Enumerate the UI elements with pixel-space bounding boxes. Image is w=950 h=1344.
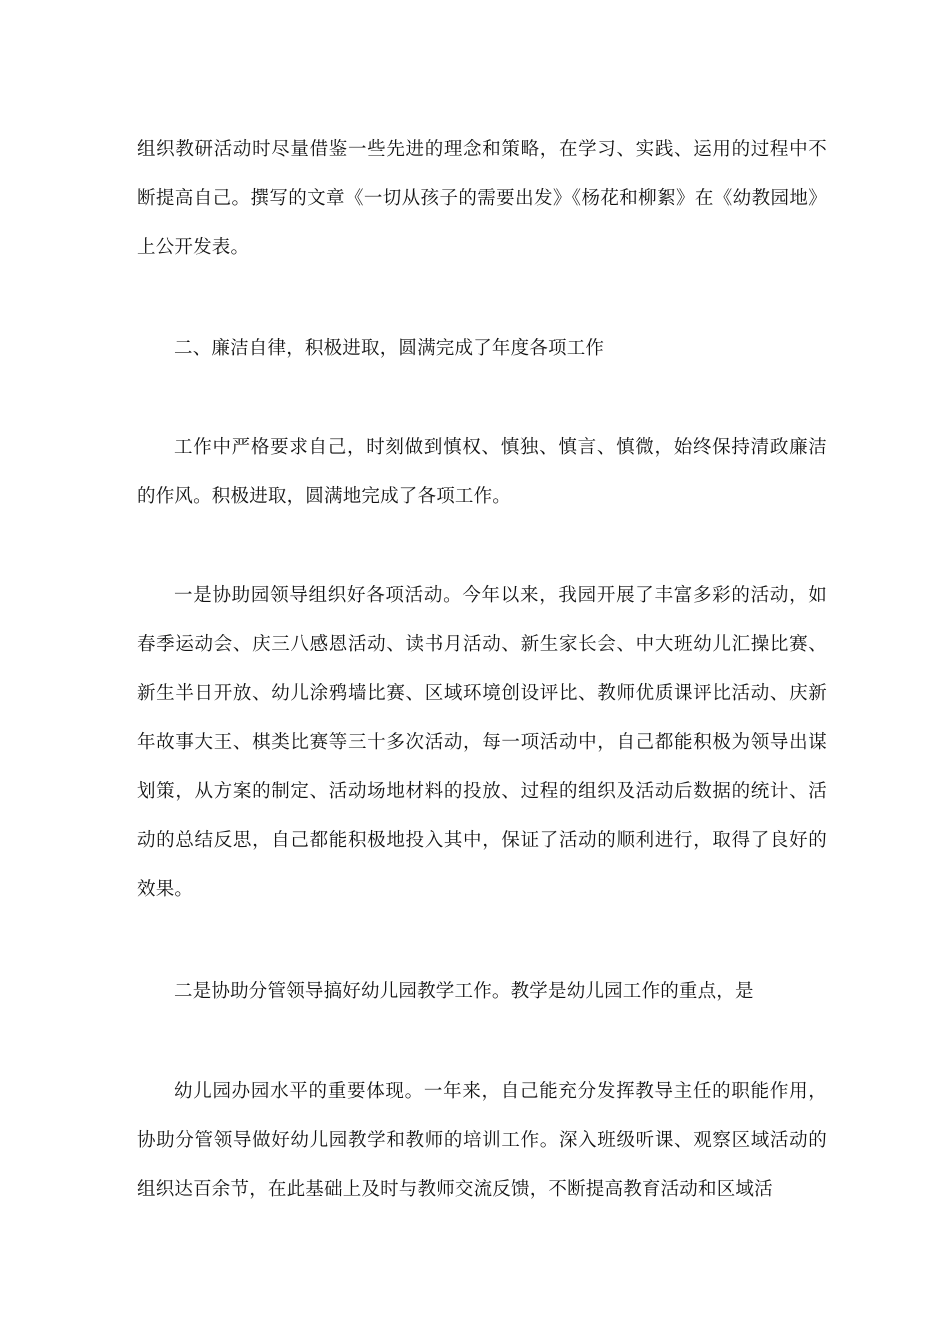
paragraph-activities: 一是协助园领导组织好各项活动。今年以来，我园开展了丰富多彩的活动，如春季运动会、庆三八感恩活动、读书月活动、新生家长会、中大班幼儿汇操比赛、新生半日开放、幼儿涂鸦墙比赛、区域环境创设评比、教师优质课评比活动、庆新年故事大王、棋类比赛等三十多次活动，每一项活动中，自己都能积极为领导出谋划策，从方案的制定、活动场地材料的投放、过程的组织及活动后数据的统计、活动的总结反思，自己都能积极地投入其中，保证了活动的顺利进行，取得了良好的效果。: [137, 585, 827, 900]
paragraph-continuation: 组织教研活动时尽量借鉴一些先进的理念和策略，在学习、实践、运用的过程中不断提高自己。撰写的文章《一切从孩子的需要出发》《杨花和柳絮》在《幼教园地》上公开发表。: [137, 139, 827, 258]
paragraph-teaching-detail: 幼儿园办园水平的重要体现。一年来，自己能充分发挥教导主任的职能作用，协助分管领导做好幼儿园教学和教师的培训工作。深入班级听课、观察区域活动的组织达百余节，在此基础上及时与教师交流反馈，不断提高教育活动和区域活: [137, 1081, 827, 1200]
paragraph-teaching-intro: 二是协助分管领导搞好幼儿园教学工作。教学是幼儿园工作的重点，是: [174, 981, 754, 1002]
section-heading: 二、廉洁自律，积极进取，圆满完成了年度各项工作: [174, 338, 605, 359]
paragraph-integrity: 工作中严格要求自己，时刻做到慎权、慎独、慎言、慎微，始终保持清政廉洁的作风。积极进取，圆满地完成了各项工作。: [137, 437, 827, 507]
